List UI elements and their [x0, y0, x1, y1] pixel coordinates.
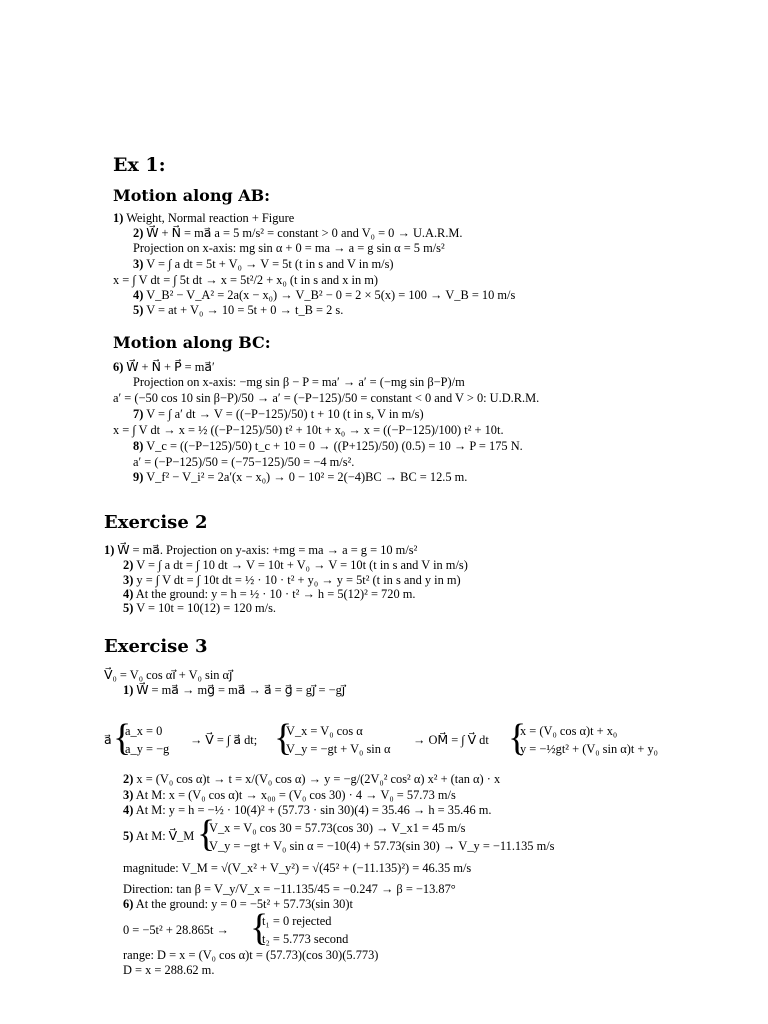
- ex3-line: 1) W⃗ = ma⃗ → mg⃗ = ma⃗ → a⃗ = g⃗ = gj⃗ = −gj⃗: [123, 683, 346, 697]
- left-brace-icon: {: [274, 717, 293, 759]
- bc-line: a′ = (−P−125)/50 = (−75−125)/50 = −4 m/s².: [133, 455, 355, 469]
- final-result-line: D = x = 288.62 m.: [123, 963, 215, 977]
- ex3-line: 2) x = (V₀ cos α)t → t = x/(V₀ cos α) → y = −g/(2V₀² cos² α) x² + (tan α) · x: [123, 772, 501, 786]
- om-integral-label: → OM⃗ = ∫ V⃗ dt: [413, 733, 489, 747]
- ex2-line: 3) y = ∫ V dt = ∫ 10t dt = ½ · 10 · t² + y₀ → y = 5t² (t in s and y in m): [123, 573, 461, 587]
- range-line: range: D = x = (V₀ cos α)t = (57.73)(cos 30)(5.773): [123, 948, 379, 962]
- ex1-title: Ex 1:: [113, 154, 166, 176]
- left-brace-icon: {: [508, 717, 527, 759]
- ab-line: 4) V_B² − V_A² = 2a(x − x₀) → V_B² − 0 = 2 × 5(x) = 100 → V_B = 10 m/s: [133, 288, 516, 302]
- ex3-line: 4) At M: y = h = −½ · 10(4)² + (57.73 · sin 30)(4) = 35.46 → h = 35.46 m.: [123, 803, 492, 817]
- magnitude-line: magnitude: V_M = √(V_x² + V_y²) = √(45² + (−11.135)²) = 46.35 m/s: [123, 861, 472, 875]
- root-2: t₂ = 5.773 second: [262, 932, 349, 946]
- bc-line: 8) V_c = ((−P−125)/50) t_c + 10 = 0 → ((P+125)/50) (0.5) = 10 → P = 175 N.: [133, 439, 523, 453]
- bc-line: Projection on x-axis: −mg sin β − P = ma′ → a′ = (−mg sin β−P)/m: [133, 375, 465, 389]
- ex2-line: 2) V = ∫ a dt = ∫ 10 dt → V = 10t + V₀ → V = 10t (t in s and V in m/s): [123, 558, 468, 572]
- x-equation: x = (V₀ cos α)t + x₀: [520, 724, 618, 738]
- v-integral-label: → V⃗ = ∫ a⃗ dt;: [190, 733, 258, 747]
- vx-equation: V_x = V₀ cos α: [286, 724, 363, 738]
- bc-line: 6) W⃗ + N⃗ + P⃗ = ma⃗′: [113, 360, 215, 374]
- section-heading-bc: Motion along BC:: [113, 333, 271, 352]
- ex3-v0-line: V⃗₀ = V₀ cos αi⃗ + V₀ sin αj⃗: [104, 668, 233, 682]
- ex2-line: 4) At the ground: y = h = ½ · 10 · t² → h = 5(12)² = 720 m.: [123, 587, 416, 601]
- bc-line: x = ∫ V dt → x = ½ ((−P−125)/50) t² + 10t + x₀ → x = ((−P−125)/100) t² + 10t.: [113, 423, 504, 437]
- ex2-line: 5) V = 10t = 10(12) = 120 m/s.: [123, 601, 277, 615]
- ex3-line: 6) At the ground: y = 0 = −5t² + 57.73(sin 30)t: [123, 897, 353, 911]
- left-brace-icon: {: [113, 717, 132, 759]
- left-brace-icon: {: [197, 813, 216, 855]
- vx-value: V_x = V₀ cos 30 = 57.73(cos 30) → V_x1 = 45 m/s: [209, 821, 466, 835]
- ex2-title: Exercise 2: [104, 512, 208, 533]
- ex3-title: Exercise 3: [104, 636, 208, 657]
- q5-label: 5) At M: V⃗_M: [123, 829, 195, 843]
- y-equation: y = −½gt² + (V₀ sin α)t + y₀: [520, 742, 659, 756]
- ay-equation: a_y = −g: [125, 742, 170, 756]
- section-heading-ab: Motion along AB:: [113, 186, 271, 205]
- ab-line: 1) Weight, Normal reaction + Figure: [113, 211, 295, 225]
- direction-line: Direction: tan β = V_y/V_x = −11.135/45 = −0.247 → β = −13.87°: [123, 882, 456, 896]
- ex3-line: 3) At M: x = (V₀ cos α)t → x₀₀ = (V₀ cos 30) · 4 → V₀ = 57.73 m/s: [123, 788, 456, 802]
- ab-line: 5) V = at + V₀ → 10 = 5t + 0 → t_B = 2 s.: [133, 303, 344, 317]
- ax-equation: a_x = 0: [125, 724, 163, 738]
- ab-line: Projection on x-axis: mg sin α + 0 = ma → a = g sin α = 5 m/s²: [133, 241, 445, 255]
- bc-line: a′ = (−50 cos 10 sin β−P)/50 → a′ = (−P−125)/50 = constant < 0 and V > 0: U.D.R.M.: [113, 391, 540, 405]
- quadratic-equation: 0 = −5t² + 28.865t →: [123, 923, 229, 937]
- ex2-line: 1) W⃗ = ma⃗. Projection on y-axis: +mg = ma → a = g = 10 m/s²: [104, 543, 418, 557]
- bc-line: 7) V = ∫ a′ dt → V = ((−P−125)/50) t + 10 (t in s, V in m/s): [133, 407, 424, 421]
- vy-equation: V_y = −gt + V₀ sin α: [286, 742, 391, 756]
- a-vector-label: a⃗: [104, 733, 112, 747]
- ab-line: 3) V = ∫ a dt = 5t + V₀ → V = 5t (t in s and V in m/s): [133, 257, 394, 271]
- left-brace-icon: {: [250, 907, 269, 949]
- bc-line: 9) V_f² − V_i² = 2a′(x − x₀) → 0 − 10² = 2(−4)BC → BC = 12.5 m.: [133, 470, 468, 484]
- root-1: t₁ = 0 rejected: [262, 914, 332, 928]
- ab-line: x = ∫ V dt = ∫ 5t dt → x = 5t²/2 + x₀ (t in s and x in m): [113, 273, 379, 287]
- ab-line: 2) W⃗ + N⃗ = ma⃗ a = 5 m/s² = constant > 0 and V₀ = 0 → U.A.R.M.: [133, 226, 463, 240]
- vy-value: V_y = −gt + V₀ sin α = −10(4) + 57.73(sin 30) → V_y = −11.135 m/s: [209, 839, 555, 853]
